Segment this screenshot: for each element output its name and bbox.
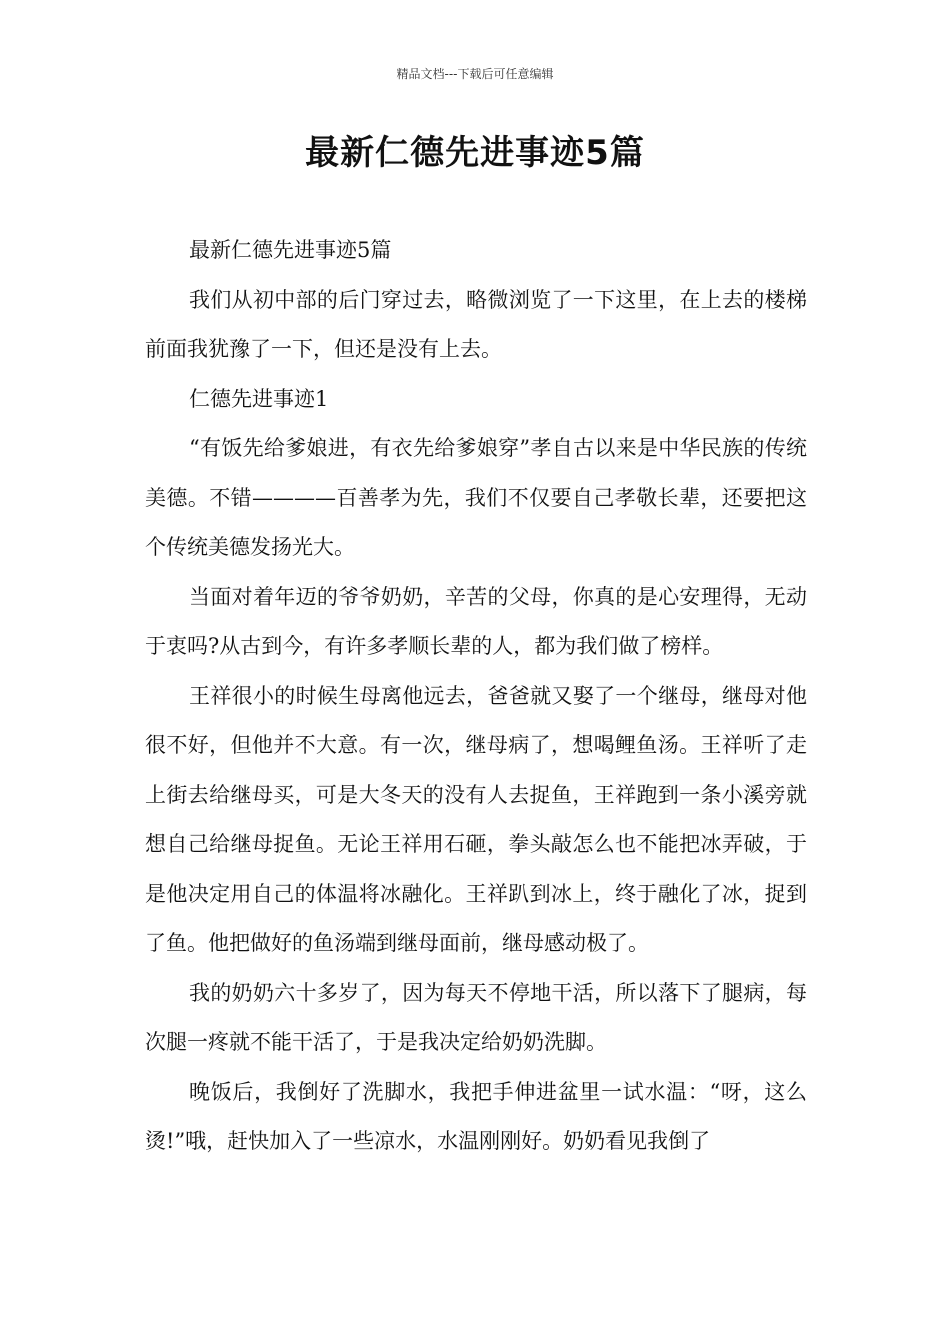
paragraph: “有饭先给爹娘进，有衣先给爹娘穿”孝自古以来是中华民族的传统美德。不错————百善孝为先，我们不仅要自己孝敬长辈，还要把这个传统美德发扬光大。 bbox=[145, 436, 807, 559]
paragraph: 最新仁德先进事迹5篇 bbox=[189, 238, 392, 262]
document-title: 最新仁德先进事迹5篇 bbox=[305, 133, 645, 173]
paragraph: 当面对着年迈的爷爷奶奶，辛苦的父母，你真的是心安理得，无动于衷吗?从古到今，有许多孝顺长辈的人，都为我们做了榜样。 bbox=[145, 584, 807, 658]
paragraph: 仁德先进事迹1 bbox=[189, 386, 329, 411]
paragraph: 我们从初中部的后门穿过去，略微浏览了一下这里，在上去的楼梯前面我犹豫了一下，但还是没有上去。 bbox=[145, 287, 807, 361]
paragraph: 晚饭后，我倒好了洗脚水，我把手伸进盆里一试水温：“呀，这么烫!”哦，赶快加入了一些凉水，水温刚刚好。奶奶看见我倒了 bbox=[145, 1079, 807, 1153]
paragraph: 王祥很小的时候生母离他远去，爸爸就又娶了一个继母，继母对他很不好，但他并不大意。有一次，继母病了，想喝鲤鱼汤。王祥听了走上街去给继母买，可是大冬天的没有人去捉鱼，王祥跑到一条小溪旁就想自己给继母捉鱼。无论王祥用石砸，拳头敲怎么也不能把冰弄破，于是他决定用自己的体温将冰融化。王祥趴到冰上，终于融化了冰，捉到了鱼。他把做好的鱼汤端到继母面前，继母感动极了。 bbox=[145, 683, 807, 955]
paragraph: 我的奶奶六十多岁了，因为每天不停地干活，所以落下了腿病，每次腿一疼就不能干活了，于是我决定给奶奶洗脚。 bbox=[145, 980, 807, 1054]
document-body bbox=[145, 226, 807, 1167]
page-header: 精品文档---下载后可任意编辑 bbox=[396, 67, 554, 81]
